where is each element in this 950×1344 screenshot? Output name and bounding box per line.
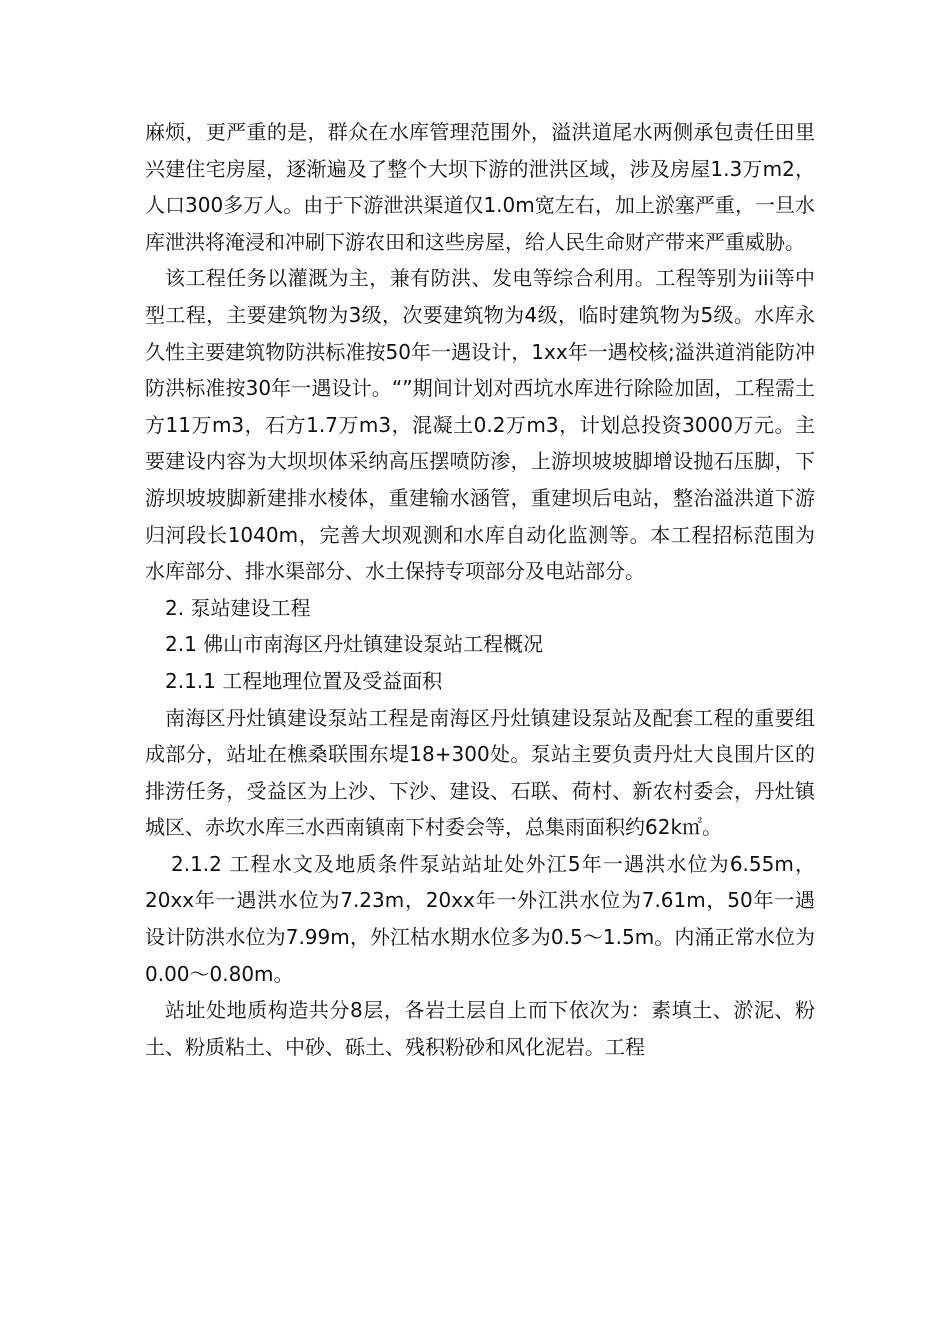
paragraph-housing-risk: 麻烦，更严重的是，群众在水库管理范围外，溢洪道尾水两侧承包责任田里兴建住宅房屋，逐渐遍及了整个大坝下游的泄洪区域，涉及房屋1.3万m2，人口300多万人。由于下游泄洪渠道仅1.0m宽左右，加上淤塞严重，一旦水库泄洪将淹浸和冲刷下游农田和这些房屋，给人民生命财产带来严重威胁。	[145, 120, 815, 254]
subsubsection-heading-location: 2.1.1 工程地理位置及受益面积	[165, 668, 443, 693]
section-heading-pump-station: 2. 泵站建设工程	[165, 595, 311, 620]
paragraph-hydrology: 2.1.2 工程水文及地质条件泵站站址处外江5年一遇洪水位为6.55m，20xx年一遇洪水位为7.23m，20xx年一外江洪水位为7.61m，50年一遇设计防洪水位为7.99m，外江枯水期水位多为0.5～1.5m。内涌正常水位为0.00～0.80m。	[145, 851, 815, 986]
paragraph-project-tasks: 该工程任务以灌溉为主，兼有防洪、发电等综合利用。工程等别为iii等中型工程，主要建筑物为3级，次要建筑物为4级，临时建筑物为5级。水库永久性主要建筑物防洪标准按50年一遇设计，1xx年一遇校核;溢洪道消能防冲防洪标准按30年一遇设计。“”期间计划对西坑水库进行除险加固，工程需土方11万m3，石方1.7万m3，混凝土0.2万m3，计划总投资3000万元。主要建设内容为大坝坝体采纳高压摆喷防渗，上游坝坡坡脚增设抛石压脚，下游坝坡坡脚新建排水棱体，重建输水涵管，重建坝后电站，整治溢洪道下游归河段长1040m，完善大坝观测和水库自动化监测等。本工程招标范围为水库部分、排水渠部分、水土保持专项部分及电站部分。	[145, 266, 815, 584]
document-body	[145, 114, 815, 1065]
subsection-heading-overview: 2.1 佛山市南海区丹灶镇建设泵站工程概况	[165, 632, 544, 657]
paragraph-geology: 站址处地质构造共分8层，各岩土层自上而下依次为：素填土、淤泥、粉土、粉质粘土、中砂、砾土、残积粉砂和风化泥岩。工程	[145, 998, 815, 1059]
paragraph-location-benefit-area: 南海区丹灶镇建设泵站工程是南海区丹灶镇建设泵站及配套工程的重要组成部分，站址在樵桑联围东堤18+300处。泵站主要负责丹灶大良围片区的排涝任务，受益区为上沙、下沙、建设、石联、荷村、新农村委会，丹灶镇城区、赤坎水库三水西南镇南下村委会等，总集雨面积约62k㎡。	[145, 705, 815, 840]
